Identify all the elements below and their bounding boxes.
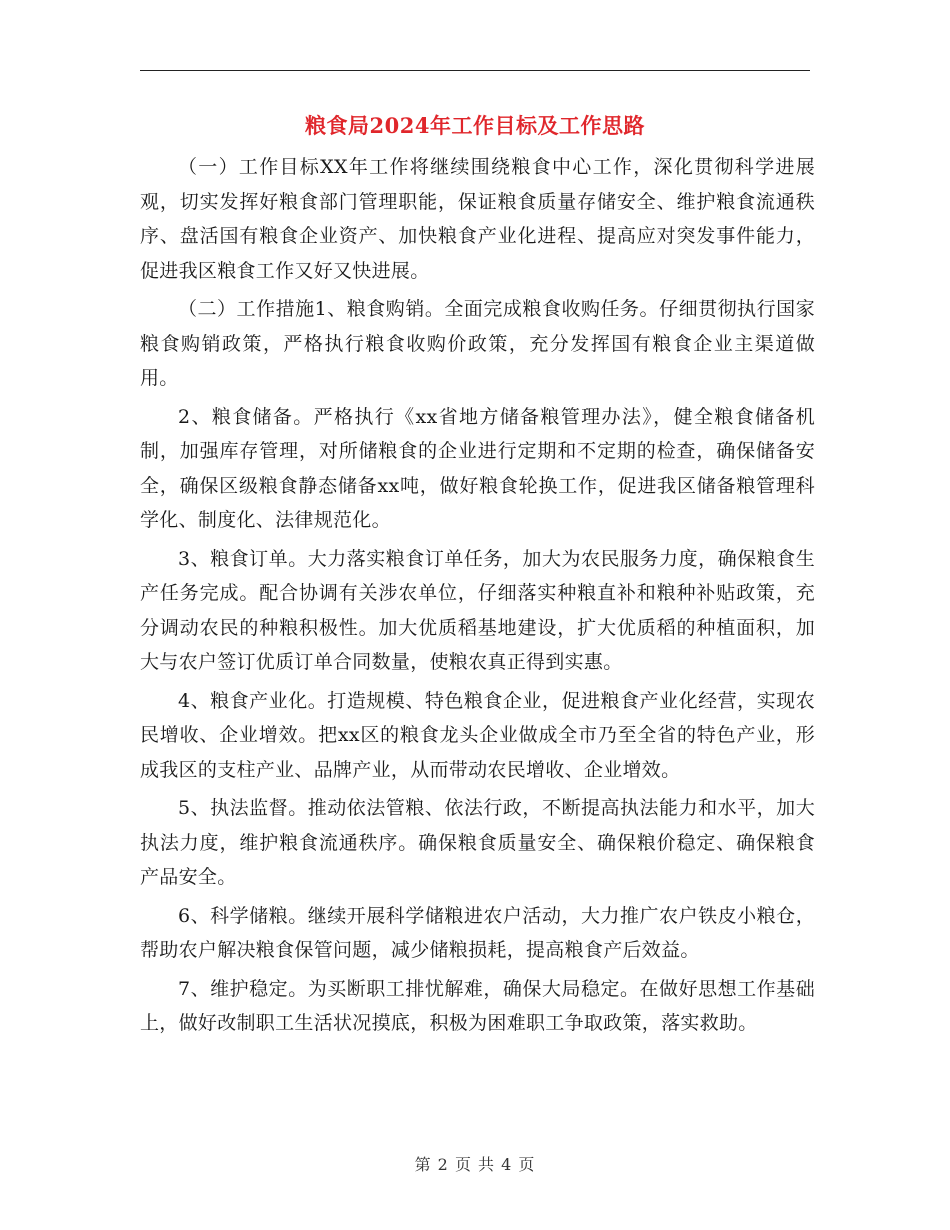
paragraph-grain-orders: 3、粮食订单。大力落实粮食订单任务，加大为农民服务力度，确保粮食生产任务完成。配合协调有关涉农单位，仔细落实种粮直补和粮种补贴政策，充分调动农民的种粮积极性。加大优质稻基地建设，扩大优质稻的种植面积，加大与农户签订优质订单合同数量，使粮农真正得到实惠。 — [140, 547, 815, 673]
paragraph-grain-reserve: 2、粮食储备。严格执行《xx省地方储备粮管理办法》，健全粮食储备机制，加强库存管理，对所储粮食的企业进行定期和不定期的检查，确保储备安全，确保区级粮食静态储备xx吨，做好粮食轮换工作，促进我区储备粮管理科学化、制度化、法律规范化。 — [140, 405, 815, 531]
paragraph-stability: 7、维护稳定。为买断职工排忧解难，确保大局稳定。在做好思想工作基础上，做好改制职工生活状况摸底，积极为困难职工争取政策，落实救助。 — [140, 977, 815, 1034]
document-title: 粮食局2024年工作目标及工作思路 — [305, 113, 645, 138]
paragraph-work-goal: （一）工作目标XX年工作将继续围绕粮食中心工作，深化贯彻科学进展观，切实发挥好粮食部门管理职能，保证粮食质量存储安全、维护粮食流通秩序、盘活国有粮食企业资产、加快粮食产业化进程、提高应对突发事件能力，促进我区粮食工作又好又快进展。 — [140, 156, 815, 282]
header-rule — [140, 70, 810, 71]
paragraph-law-enforcement: 5、执法监督。推动依法管粮、依法行政，不断提高执法能力和水平，加大执法力度，维护粮食流通秩序。确保粮食质量安全、确保粮价稳定、确保粮食产品安全。 — [140, 797, 815, 888]
paragraph-industrialization: 4、粮食产业化。打造规模、特色粮食企业，促进粮食产业化经营，实现农民增收、企业增效。把xx区的粮食龙头企业做成全市乃至全省的特色产业，形成我区的支柱产业、品牌产业，从而带动农民增收、企业增效。 — [140, 689, 815, 781]
document-body — [140, 150, 815, 1045]
paragraph-scientific-storage: 6、科学储粮。继续开展科学储粮进农户活动，大力推广农户铁皮小粮仓，帮助农户解决粮食保管问题，减少储粮损耗，提高粮食产后效益。 — [140, 904, 815, 961]
paragraph-measures-purchase: （二）工作措施1、粮食购销。全面完成粮食收购任务。仔细贯彻执行国家粮食购销政策，严格执行粮食收购价政策，充分发挥国有粮食企业主渠道做用。 — [140, 298, 815, 389]
page-number-footer: 第 2 页 共 4 页 — [414, 1155, 536, 1174]
